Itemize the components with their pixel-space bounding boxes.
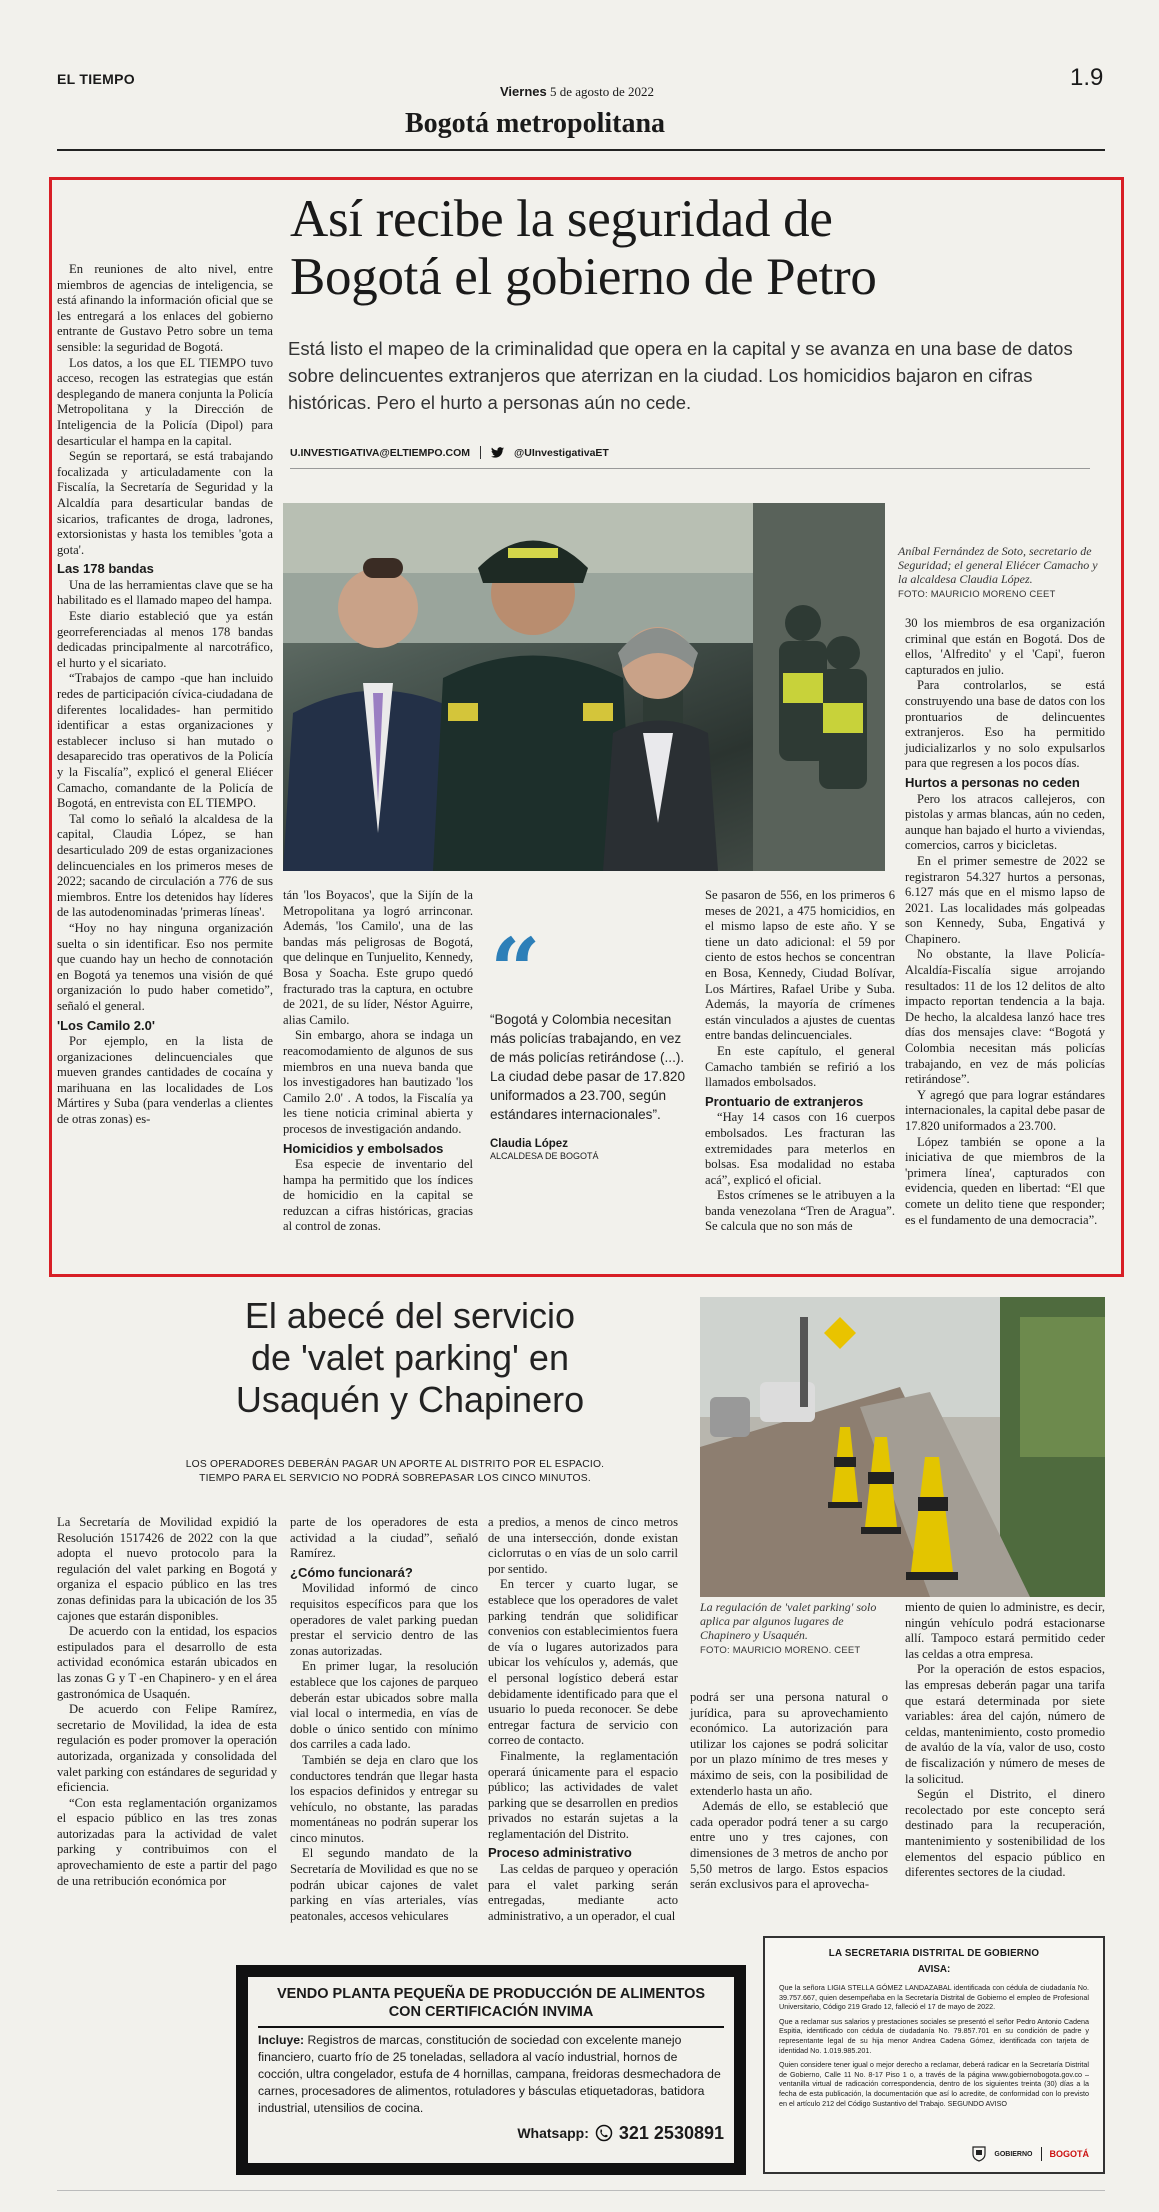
- photo-credit: FOTO: MAURICIO MORENO. CEET: [700, 1645, 861, 1656]
- ad-body: [258, 2032, 724, 2117]
- byline-email[interactable]: U.INVESTIGATIVA@ELTIEMPO.COM: [290, 446, 470, 459]
- art2-column-4: [690, 1690, 888, 1893]
- paragraph: Finalmente, la reglamentación operará únicamente para el espacio público; las actividades de valet parking que se desarrollen en predios privados no estarán sujetas a la reglamentación del Distrito.: [488, 1748, 678, 1841]
- paragraph: López también se opone a la iniciativa de que miembros de la 'primera línea', capturados con evidencia, queden en libertad: “El que comete un delito tiene que responder; es el fundamento de una democracia”.: [905, 1134, 1105, 1227]
- notice-logo-city: BOGOTÁ: [1049, 2149, 1089, 2159]
- official-notice: [763, 1936, 1105, 2174]
- page-number: 1.9: [1070, 64, 1104, 91]
- paragraph: Estos crímenes se le atribuyen a la banda venezolana “Tren de Aragua”. Se calcula que no son más de: [705, 1188, 895, 1234]
- subheading: 'Los Camilo 2.0': [57, 1017, 155, 1033]
- notice-body: [779, 1983, 1089, 2108]
- pull-quote: [490, 918, 690, 1161]
- paragraph: Movilidad informó de cinco requisitos específicos para que los operadores de valet parking puedan prestar el servicio dentro de las zonas autorizadas.: [290, 1581, 478, 1658]
- paragraph: Sin embargo, ahora se indaga un reacomodamiento de algunos de sus miembros en una nueva banda que los investigadores han bautizado 'los Camilo 2.0' . A todos, la Fiscalía ya les tiene noticia criminal abierta y procesos de investigación andando.: [283, 1028, 473, 1136]
- paragraph: De acuerdo con Felipe Ramírez, secretario de Movilidad, la idea de esta regulación es poder promover la operación autorizada, organizada y consolidada del valet parking con estándares de seguridad y eficiencia.: [57, 1702, 277, 1795]
- notice-subtitle: AVISA:: [917, 1964, 951, 1975]
- paragraph: Pero los atracos callejeros, con pistolas y armas blancas, aún no ceden, aunque han bajado el hurto a viviendas, comercios, carros y bicicletas.: [905, 791, 1105, 853]
- paragraph: No obstante, la llave Policía-Alcaldía-Fiscalía sigue arrojando resultados: 11 de los 12 delitos de alto impacto reportan tendencia a la baja. De hecho, la alcaldesa lanzó hace tres días dos mensajes clave: “Bogotá y Colombia necesitan más policías trabajando, en vez de más policías retirándose”.: [905, 947, 1105, 1087]
- paragraph: También se deja en claro que los conductores tendrán que llegar hasta los espacios definidos y entregar su vehículo, no obstante, las paradas momentáneas no podrán superar los cinco minutos.: [290, 1752, 478, 1845]
- paragraph: “Con esta reglamentación organizamos el espacio público en las tres zonas autorizadas para la actividad de valet parking y contribuimos con el aprovechamiento de este a partir del pago de una retribución económica por: [57, 1795, 277, 1888]
- classified-ad-food-plant: [236, 1965, 746, 2175]
- art2-column-5: [905, 1600, 1105, 1881]
- byline-divider: [480, 446, 481, 459]
- page-bottom-rule: [57, 2190, 1105, 2191]
- paragraph: Por la operación de estos espacios, las empresas deberán pagar una tarifa que estará determinada por siete variables: área del cajón, número de celdas, mantenimiento, costo promedio de avalúo de la vía, valor de uso, costo de fiscalización y número de meses de la solicitud.: [905, 1662, 1105, 1786]
- masthead-rule: [57, 149, 1105, 151]
- paragraph: De acuerdo con la entidad, los espacios estipulados para el desarrollo de esta actividad económica estarán ubicados en las zonas G y T -en Chapinero- y en el área gastronómica de Usaquén.: [57, 1624, 277, 1701]
- title-line-3: Usaquén y Chapinero: [235, 1379, 585, 1420]
- ad-inner: [248, 1977, 734, 2163]
- paragraph: Según se reportará, se está trabajando focalizada y articuladamente con la Fiscalía, la Secretaría de Seguridad y la Alcaldía para desarticular bandas de sicarios, traficantes de droga, ladrones, extorsionistas y hasta los temibles 'gota a gota'.: [57, 449, 273, 557]
- article2-title: [150, 1295, 670, 1421]
- byline-twitter[interactable]: @UInvestigativaET: [514, 446, 609, 459]
- subheading: Homicidios y embolsados: [283, 1140, 444, 1156]
- paragraph: Una de las herramientas clave que se ha habilitado es el llamado mapeo del hampa.: [57, 577, 273, 608]
- title-line-2: Bogotá el gobierno de Petro: [290, 248, 877, 306]
- quote-mark-icon: “: [490, 918, 541, 1022]
- article-lead: Está listo el mapeo de la criminalidad que opera en la capital y se avanza en una base de datos sobre delincuentes extranjeros que aterrizan en la ciudad. Los homicidios bajaron en cifras históricas. Pero el hurto a personas aún no cede.: [288, 338, 1073, 413]
- art2-column-1: [57, 1515, 277, 1889]
- ad-title-line-2: CON CERTIFICACIÓN INVIMA: [388, 2004, 594, 2020]
- paragraph: La Secretaría de Movilidad expidió la Resolución 1517426 de 2022 con la que adopta el nuevo protocolo para la regulación del valet parking en Bogotá y organiza el espacio público en las tres zonas definidas para la ubicación de los 35 cajones que estarán disponibles.: [57, 1515, 277, 1623]
- page-date: [500, 84, 654, 100]
- paragraph: En el primer semestre de 2022 se registraron 54.327 hurtos a personas, 6.127 más que en el mismo lapso de 2021. Las localidades más golpeadas son Kennedy, Suba, Engativá y Chapinero.: [905, 853, 1105, 946]
- subheading: Proceso administrativo: [488, 1845, 632, 1861]
- quote-author-role: ALCALDESA DE BOGOTÁ: [490, 1151, 599, 1161]
- paragraph: En reuniones de alto nivel, entre miembros de agencias de inteligencia, se está afinando la información oficial que se les entregará a los enlaces del gobierno entrante de Gustavo Petro sobre un tema sensible: la seguridad de Bogotá.: [57, 262, 273, 354]
- subheading: ¿Cómo funcionará?: [290, 1564, 413, 1580]
- paragraph: Se pasaron de 556, en los primeros 6 meses de 2021, a 475 homicidios, en el mismo lapso de este año. Y se tiene un dato adicional: el 59 por ciento de estos hechos se concentran en Bosa, Kennedy, Ciudad Bolívar, Los Mártires, Rafael Uribe y Suba. Además, la mayoría de crímenes están vinculados a ajustes de cuentas entre bandas delincuenciales.: [705, 888, 895, 1043]
- ad-includes-text: Registros de marcas, constitución de sociedad con excelente manejo financiero, cuarto frío de 25 toneladas, selladora al vacío industrial, hornos de cocción, ultra congelador, estufa de 4 hornillas, campana, freidoras desmechadora de carnes, procesadores de alimentos, rotuladores y básculas etiquetadoras, batidora industrial, utensilios de cocina.: [258, 2032, 721, 2115]
- notice-paragraph: Quien considere tener igual o mejor derecho a reclamar, deberá radicar en la Secretaría Distrital de Gobierno, Calle 11 No. 8-17 Piso 1 o, a través de la página www.gobiernobogota.gov.co – ventanilla virtual de radicación correspondencia, dentro de los siguientes treinta (30) días a la fecha de esta publicación, la documentación que así lo acredite, de conformidad con lo previsto en el artículo 212 del Código Sustantivo del Trabajo. SEGUNDO AVISO: [779, 2060, 1089, 2108]
- paragraph: Además de ello, se estableció que cada operador podrá tener a su cargo entre uno y tres cajones, con dimensiones de 3 metros de ancho por 5,50 metros de largo. Estos espacios serán exclusivos para el aprovecha-: [690, 1799, 888, 1892]
- subheading: Hurtos a personas no ceden: [905, 774, 1080, 790]
- subheading: Las 178 bandas: [57, 561, 154, 577]
- art1-column-4: [705, 888, 895, 1235]
- paragraph: Para controlarlos, se está construyendo una base de datos con los prontuarios de delincuentes extranjeros. Eso ha permitido judicializarlos y no solo expulsarlos para que regresen a los pocos días.: [905, 678, 1105, 771]
- paragraph: tán 'los Boyacos', que la Sijín de la Metropolitana ya logró arrinconar. Además, 'los Camilo', una de las bandas más peligrosas de Bogotá, que delinque en Tunjuelito, Kennedy, Bosa y Soacha. Este grupo quedó fracturado tras la captura, en octubre de 2021, de su líder, Néstor Aguirre, alias Camilo.: [283, 888, 473, 1027]
- deck-line-2: TIEMPO PARA EL SERVICIO NO PODRÁ SOBREPASAR LOS CINCO MINUTOS.: [199, 1473, 591, 1484]
- paragraph: Este diario estableció que ya están georreferenciadas al menos 178 bandas dedicadas principalmente al narcotráfico, el hurto y el sicariato.: [57, 609, 273, 670]
- section-title: Bogotá metropolitana: [405, 108, 666, 139]
- title-line-2: de 'valet parking' en: [251, 1337, 569, 1378]
- paragraph: “Hoy no hay ninguna organización suelta o sin identificar. Eso nos permite que cuando hay un hecho de connotación en Bogotá ya tenemos una visión de qué organización lo pudo haber cometido”, señaló el general.: [57, 920, 273, 1013]
- paragraph: El segundo mandato de la Secretaría de Movilidad es que no se podrán ubicar cajones de valet parking en vías arteriales, vías peatonales, accesos vehiculares: [290, 1846, 478, 1923]
- notice-paragraph: Que la señora LIGIA STELLA GÓMEZ LANDAZABAL identificada con cédula de ciudadanía No. 39.757.667, quien desempeñaba en la Secretaría Distrital de Gobierno el empleo de Profesional Universitario, Código 219 Grado 12, falleció el 17 de mayo de 2022.: [779, 1983, 1089, 2012]
- paragraph: miento de quien lo administre, es decir, ningún vehículo podrá estacionarse allí. Tampoco estará permitido ceder las celdas a otra empresa.: [905, 1600, 1105, 1661]
- notice-title: LA SECRETARIA DISTRITAL DE GOBIERNO: [828, 1948, 1040, 1959]
- paper-name: EL TIEMPO: [57, 71, 135, 87]
- bogota-shield-icon: [972, 2146, 986, 2162]
- photo-caption-text: Aníbal Fernández de Soto, secretario de Seguridad; el general Eliécer Camacho y la alcaldesa Claudia López.: [898, 544, 1098, 586]
- paragraph: Según el Distrito, el dinero recolectado por este concepto será destinado para la recuperación, mantenimiento y sostenibilidad de los elementos del espacio público en diferentes sectores de la ciudad.: [905, 1787, 1105, 1880]
- title-line-1: Así recibe la seguridad de: [290, 190, 833, 248]
- photo-illustration: [283, 503, 885, 871]
- paragraph: “Trabajos de campo -que han incluido redes de participación cívica-ciudadana de diferentes localidades- han permitido identificar a estas organizaciones y establecer incluso si han mutado o desaparecido tras operativos de la Policía y la Fiscalía”, explicó el general Eliécer Camacho, comandante de la Policía de Bogotá, en entrevista con EL TIEMPO.: [57, 671, 273, 811]
- paragraph: “Hay 14 casos con 16 cuerpos embolsados. Les fracturan las extremidades para meterlos en bolsas. Esa modalidad no estaba acá”, explicó el oficial.: [705, 1110, 895, 1187]
- paragraph: Las celdas de parqueo y operación para el valet parking serán entregadas, mediante acto administrativo, a un operador, el cual: [488, 1862, 678, 1923]
- byline: [290, 446, 609, 459]
- security-officials-photo: [283, 503, 885, 871]
- article2-deck: [100, 1458, 690, 1486]
- paragraph: En primer lugar, la resolución establece que los cajones de parqueo deberán estar ubicados sobre malla vial local o intermedia, en vías de doble o único sentido con mínimo dos carriles a cada lado.: [290, 1659, 478, 1752]
- ad-whatsapp[interactable]: [258, 2123, 724, 2144]
- art1-column-2: [283, 888, 473, 1235]
- notice-logo: [972, 2146, 1089, 2162]
- whatsapp-icon: [595, 2124, 613, 2142]
- paragraph: parte de los operadores de esta actividad a la ciudad”, señaló Ramírez.: [290, 1515, 478, 1561]
- art1-column-5: [905, 616, 1105, 1228]
- paragraph: podrá ser una persona natural o jurídica, para su aprovechamiento económico. La autorización para utilizar los cajones se podrá solicitar por un plazo mínimo de tres meses y máximo de seis, con la posibilidad de extenderlo hasta un año.: [690, 1690, 888, 1798]
- ad-includes-label: Incluye:: [258, 2032, 305, 2047]
- ad-title-rule: [258, 2026, 724, 2028]
- ad-title: [258, 1985, 724, 2021]
- photo-credit: FOTO: MAURICIO MORENO CEET: [898, 589, 1056, 600]
- date-day: Viernes: [500, 84, 547, 99]
- whatsapp-number[interactable]: 321 2530891: [618, 2122, 724, 2143]
- paragraph: a predios, a menos de cinco metros de una intersección, donde existan ciclorrutas o en vías de un solo carril por sentido.: [488, 1515, 678, 1576]
- notice-logo-text: GOBIERNO: [994, 2150, 1033, 2158]
- paragraph: Los datos, a los que EL TIEMPO tuvo acceso, recogen las estrategias que están desplegando de manera conjunta la Policía Metropolitana y la Dirección de Inteligencia de la Policía (Dipol) para desarticular el hampa en la capital.: [57, 355, 273, 448]
- art2-column-2: [290, 1515, 478, 1924]
- paragraph: 30 los miembros de esa organización criminal que están en Bogotá. Dos de ellos, 'Alfredito' y el 'Capi', fueron capturados en julio.: [905, 616, 1105, 677]
- article-title: [290, 190, 877, 306]
- paragraph: Esa especie de inventario del hampa ha permitido que los índices de homicidio en la capital se reduzcan a cifras históricas, gracias al control de zonas.: [283, 1157, 473, 1234]
- paragraph: Por ejemplo, en la lista de organizaciones delincuenciales que mueven grandes cantidades de cocaína y marihuana en las localidades de Los Mártires y Suba (para venderlas a clientes de otras zonas) es-: [57, 1034, 273, 1127]
- art1-column-1: [57, 262, 273, 1128]
- whatsapp-label: Whatsapp:: [517, 2125, 589, 2141]
- valet-photo-caption: [700, 1600, 890, 1658]
- title-line-1: El abecé del servicio: [244, 1295, 576, 1336]
- photo-caption: [898, 544, 1108, 602]
- subheading: Prontuario de extranjeros: [705, 1093, 864, 1109]
- paragraph: En este capítulo, el general Camacho también se refirió a los llamados embolsados.: [705, 1043, 895, 1090]
- notice-paragraph: Que a reclamar sus salarios y prestaciones sociales se presentó el señor Pedro Antonio Cadena Espitia, identificado con cédula de ciudadanía No. 79.857.701 en su condición de padre y representante legal de su hija menor Andrea Cadena Gómez, identificada con tarjeta de identidad No. 1.019.985.201.: [779, 2016, 1089, 2055]
- valet-parking-photo: [700, 1297, 1105, 1597]
- byline-rule: [290, 468, 1090, 469]
- art2-column-3: [488, 1515, 678, 1924]
- quote-text: “Bogotá y Colombia necesitan más policías trabajando, en vez de más policías retirándose (...). La ciudad debe pasar de 17.820 uniformados a 23.700, según estándares internacionales”.: [490, 1012, 686, 1122]
- ad-title-line-1: VENDO PLANTA PEQUEÑA DE PRODUCCIÓN DE ALIMENTOS: [276, 1986, 706, 2002]
- paragraph: Tal como lo señaló la alcaldesa de la capital, Claudia López, se han desarticulado 209 de estas organizaciones delincuenciales en los primeros meses de 2022; sacando de circulación a 776 de sus miembros. Entre los detenidos hay líderes de las autodenominadas 'primeras líneas'.: [57, 811, 273, 920]
- paragraph: Y agregó que para lograr estándares internacionales, la capital debe pasar de 17.820 uniformados a 23.700.: [905, 1087, 1105, 1133]
- logo-divider: [1041, 2147, 1042, 2161]
- twitter-icon: [491, 447, 504, 458]
- quote-author: Claudia López: [490, 1138, 568, 1150]
- paragraph: En tercer y cuarto lugar, se establece que los operadores de valet parking tendrán que solidificar convenios con establecimientos fuera de vía o lugares autorizados para ubicar los vehículos y, además, que el personal logístico deberá estar debidamente identificado para que el usuario lo pueda reconocer. Se debe entregar factura de servicio con correo de contacto.: [488, 1577, 678, 1748]
- photo-caption-text: La regulación de 'valet parking' solo aplica par algunos lugares de Chapinero y Usaquén.: [700, 1600, 877, 1642]
- date-rest: 5 de agosto de 2022: [550, 84, 654, 99]
- deck-line-1: LOS OPERADORES DEBERÁN PAGAR UN APORTE AL DISTRITO POR EL ESPACIO.: [185, 1459, 605, 1470]
- photo-illustration: [700, 1297, 1105, 1597]
